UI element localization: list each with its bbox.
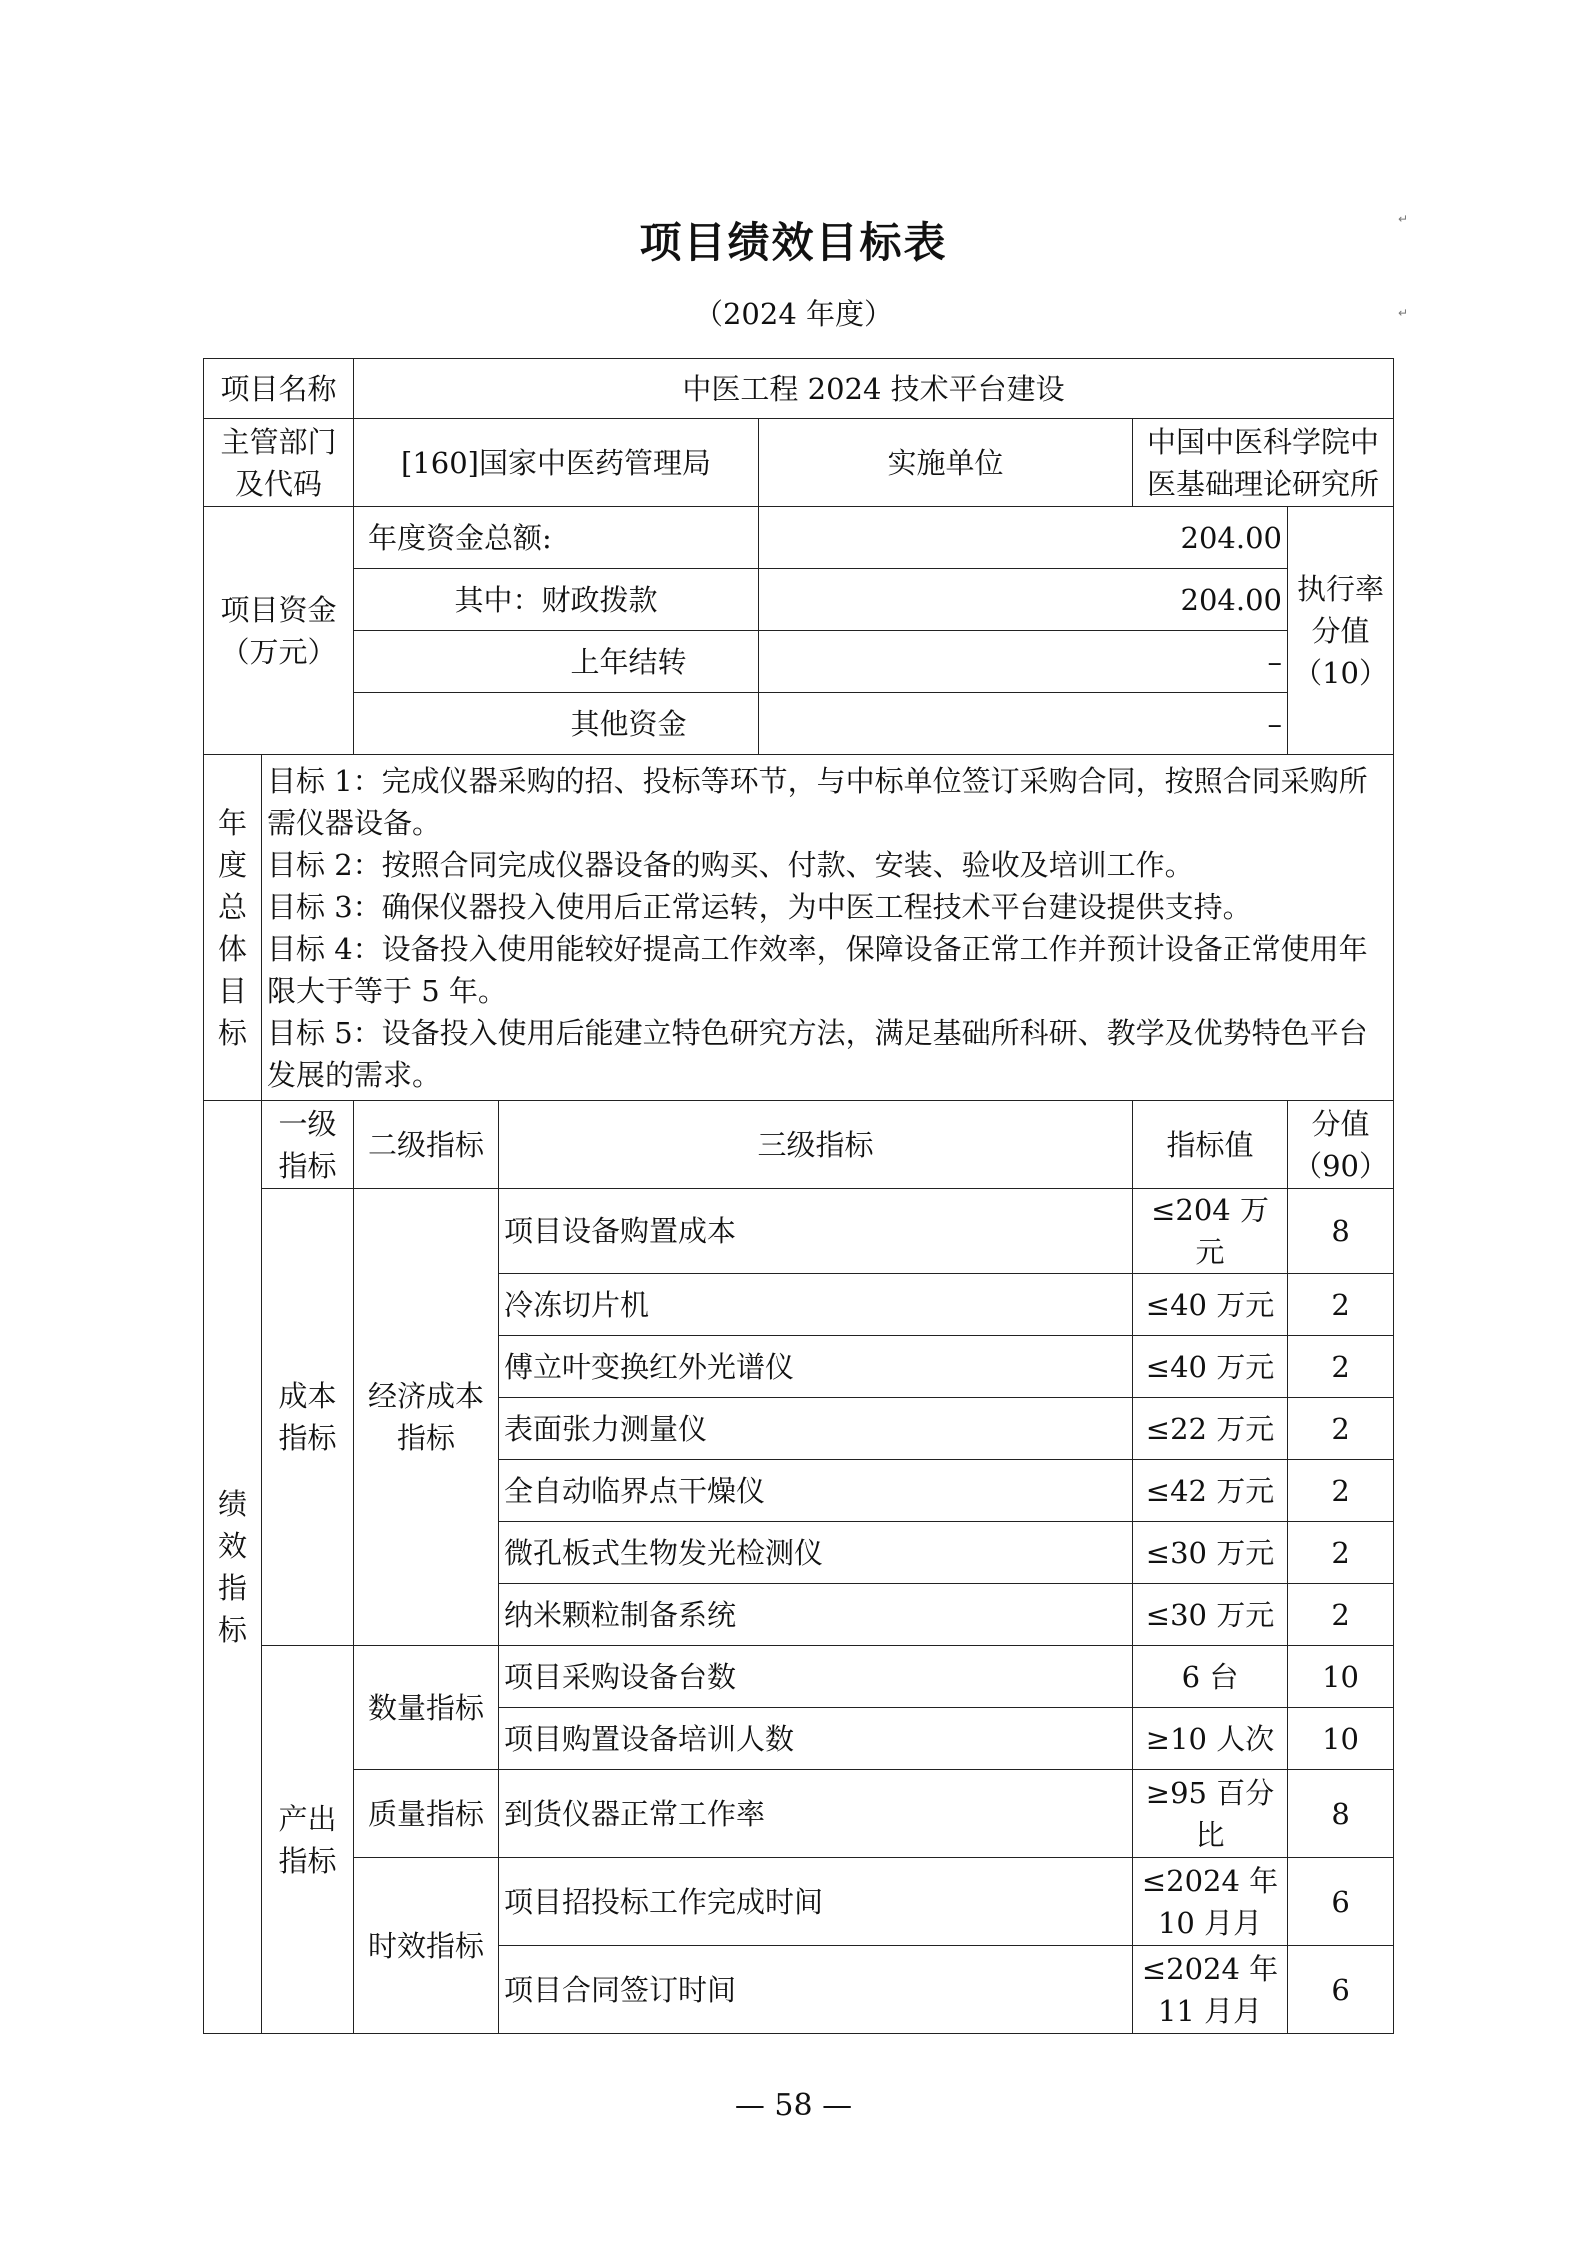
page-title: 项目绩效目标表 [639,218,948,267]
indicator-score: 2 [1288,1336,1394,1398]
indicator-score: 2 [1288,1584,1394,1646]
funds-other-label: 其他资金 [354,693,759,755]
goal-3: 目标 3：确保仪器投入使用后正常运转，为中医工程技术平台建设提供支持。 [267,889,1252,924]
indicator-value: ≥10 人次 [1133,1708,1288,1770]
goal-4: 目标 4：设备投入使用能较好提高工作效率，保障设备正常工作并预计设备正常使用年限大于等于 5 年。 [267,931,1368,1008]
indicator-name: 项目购置设备培训人数 [499,1708,1133,1770]
indicator-value: ≤42 万元 [1133,1460,1288,1522]
dept-value: [160]国家中医药管理局 [354,419,759,507]
funds-prev-value: – [759,631,1288,693]
indicator-score: 10 [1288,1708,1394,1770]
goal-5: 目标 5：设备投入使用后能建立特色研究方法，满足基础所科研、教学及优势特色平台发展的需求。 [267,1015,1368,1092]
page-number: — 58 — [734,2088,853,2123]
indicator-value: ≤22 万元 [1133,1398,1288,1460]
indicators-label: 绩效指标 [204,1101,262,2034]
funds-fiscal-label: 其中：财政拨款 [354,569,759,631]
indicator-name: 傅立叶变换红外光谱仪 [499,1336,1133,1398]
header-score: 分值（90） [1288,1101,1394,1189]
indicator-name: 项目设备购置成本 [499,1189,1133,1274]
impl-label: 实施单位 [759,419,1133,507]
indicator-score: 2 [1288,1460,1394,1522]
indicator-name: 项目采购设备台数 [499,1646,1133,1708]
goal-1: 目标 1：完成仪器采购的招、投标等环节，与中标单位签订采购合同，按照合同采购所需仪器设备。 [267,763,1368,840]
funds-label: 项目资金（万元） [204,507,354,755]
indicator-score: 10 [1288,1646,1394,1708]
indicator-score: 8 [1288,1770,1394,1858]
indicator-value: ≥95 百分比 [1133,1770,1288,1858]
indicator-name: 微孔板式生物发光检测仪 [499,1522,1133,1584]
header-value: 指标值 [1133,1101,1288,1189]
indicator-name: 项目招投标工作完成时间 [499,1858,1133,1946]
header-level3: 三级指标 [499,1101,1133,1189]
indicator-name: 到货仪器正常工作率 [499,1770,1133,1858]
header-level2: 二级指标 [354,1101,499,1189]
goal-2: 目标 2：按照合同完成仪器设备的购买、付款、安装、验收及培训工作。 [267,847,1194,882]
timeliness-indicator-label: 时效指标 [354,1858,499,2034]
funds-total-label: 年度资金总额: [354,507,759,569]
indicator-value: ≤30 万元 [1133,1522,1288,1584]
goals-list [262,755,1394,1101]
indicator-value: ≤2024 年 11 月月 [1133,1946,1288,2034]
quality-indicator-label: 质量指标 [354,1770,499,1858]
indicator-name: 全自动临界点干燥仪 [499,1460,1133,1522]
performance-table [203,358,1394,2034]
header-level1: 一级指标 [262,1101,354,1189]
indicator-score: 2 [1288,1522,1394,1584]
funds-other-value: – [759,693,1288,755]
indicator-value: ≤204 万元 [1133,1189,1288,1274]
indicator-score: 2 [1288,1398,1394,1460]
goals-label: 年度总体目标 [204,755,262,1101]
project-name: 中医工程 2024 技术平台建设 [354,359,1394,419]
indicator-value: ≤2024 年 10 月月 [1133,1858,1288,1946]
year-label: （2024 年度） [693,297,894,331]
indicator-name: 冷冻切片机 [499,1274,1133,1336]
indicator-value: ≤40 万元 [1133,1336,1288,1398]
indicator-value: ≤40 万元 [1133,1274,1288,1336]
indicator-name: 表面张力测量仪 [499,1398,1133,1460]
indicator-score: 6 [1288,1946,1394,2034]
funds-fiscal-value: 204.00 [759,569,1288,631]
project-name-label: 项目名称 [204,359,354,419]
dept-label: 主管部门及代码 [204,419,354,507]
indicator-value: 6 台 [1133,1646,1288,1708]
econ-cost-label: 经济成本指标 [354,1189,499,1646]
cost-indicator-label: 成本指标 [262,1189,354,1646]
funds-prev-label: 上年结转 [354,631,759,693]
impl-value: 中国中医科学院中医基础理论研究所 [1133,419,1394,507]
paragraph-mark-icon: ↵ [1398,212,1409,226]
rate-score-label: 执行率分值（10） [1288,507,1394,755]
paragraph-mark-icon: ↵ [1398,306,1409,320]
indicator-value: ≤30 万元 [1133,1584,1288,1646]
indicator-name: 项目合同签订时间 [499,1946,1133,2034]
quantity-indicator-label: 数量指标 [354,1646,499,1770]
indicator-name: 纳米颗粒制备系统 [499,1584,1133,1646]
output-indicator-label: 产出指标 [262,1646,354,2034]
funds-total-value: 204.00 [759,507,1288,569]
indicator-score: 6 [1288,1858,1394,1946]
indicator-score: 2 [1288,1274,1394,1336]
indicator-score: 8 [1288,1189,1394,1274]
